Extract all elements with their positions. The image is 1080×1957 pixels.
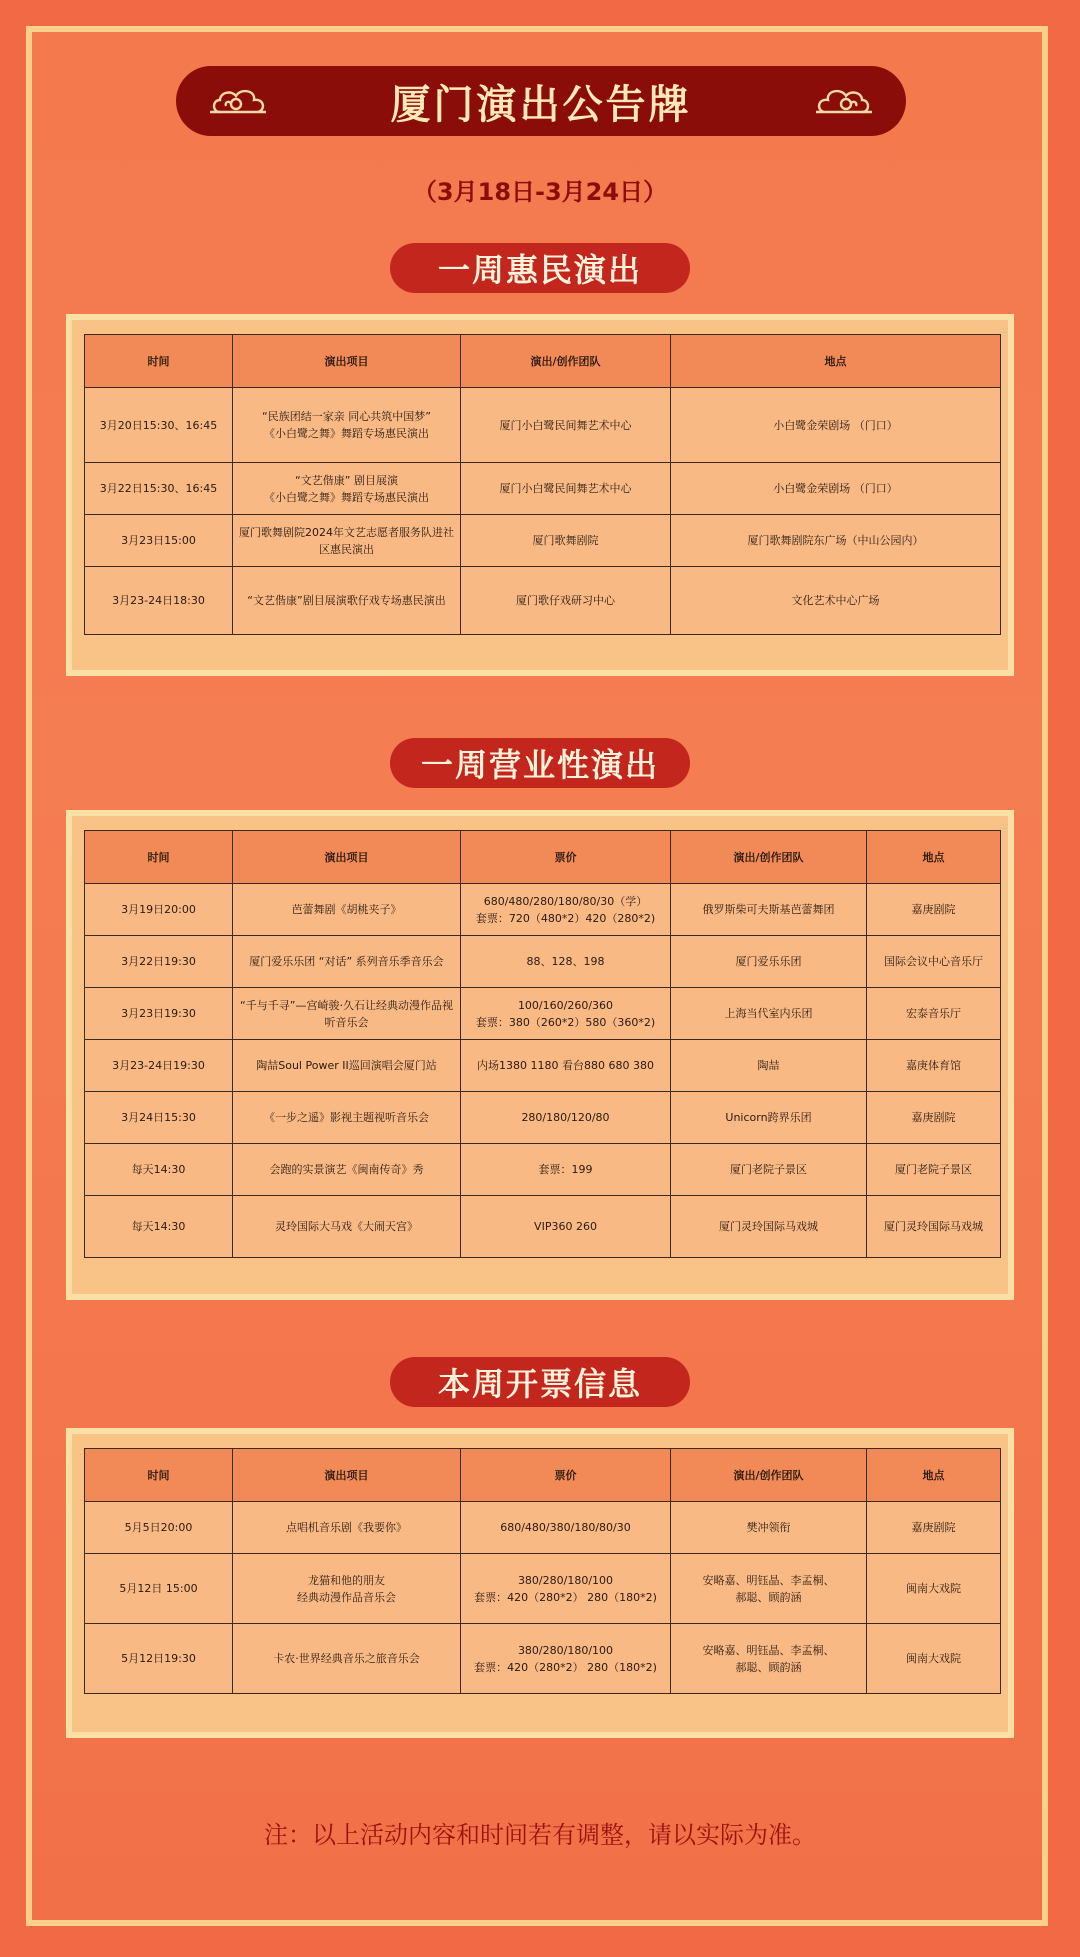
table-cell: 厦门老院子景区 (671, 1144, 867, 1196)
table-cell: 会跑的实景演艺《闽南传奇》秀 (233, 1144, 461, 1196)
auspicious-cloud-icon (206, 84, 276, 120)
table-cell: 俄罗斯柴可夫斯基芭蕾舞团 (671, 884, 867, 936)
tickets-table (84, 1448, 1001, 1694)
section-title-tickets: 本周开票信息 (390, 1357, 690, 1407)
commercial-panel (66, 810, 1014, 1300)
table-cell: 3月20日15:30、16:45 (85, 388, 233, 463)
table-cell: “文艺偕康” 剧目展演 《小白鹭之舞》舞蹈专场惠民演出 (233, 463, 461, 515)
table-cell: 680/480/380/180/80/30 (461, 1502, 671, 1554)
table-cell: 厦门灵玲国际马戏城 (867, 1196, 1001, 1258)
table-cell: 厦门爱乐乐团 (671, 936, 867, 988)
table-cell: 卡农·世界经典音乐之旅音乐会 (233, 1624, 461, 1694)
table-cell: 嘉庚剧院 (867, 1502, 1001, 1554)
table-cell: 闽南大戏院 (867, 1624, 1001, 1694)
column-header: 地点 (867, 831, 1001, 884)
column-header: 时间 (85, 335, 233, 388)
section-title-commercial: 一周营业性演出 (390, 738, 690, 788)
table-cell: 280/180/120/80 (461, 1092, 671, 1144)
table-cell: 88、128、198 (461, 936, 671, 988)
footer-note: 注：以上活动内容和时间若有调整，请以实际为准。 (264, 1821, 816, 1849)
table-cell: 小白鹭金荣剧场 （门口） (671, 463, 1001, 515)
table-cell: 《一步之遥》影视主题视听音乐会 (233, 1092, 461, 1144)
table-cell: 灵玲国际大马戏《大闹天宫》 (233, 1196, 461, 1258)
column-header: 演出/创作团队 (461, 335, 671, 388)
table-cell: 每天14:30 (85, 1196, 233, 1258)
table-header-row (85, 831, 1001, 884)
table-cell: 3月22日19:30 (85, 936, 233, 988)
auspicious-cloud-icon (806, 84, 876, 120)
table-row (85, 1554, 1001, 1624)
table-row (85, 515, 1001, 567)
table-cell: 100/160/260/360 套票：380（260*2）580（360*2) (461, 988, 671, 1040)
table-header-row (85, 335, 1001, 388)
table-cell: VIP360 260 (461, 1196, 671, 1258)
page-title: 厦门演出公告牌 (390, 81, 692, 128)
table-cell: 5月5日20:00 (85, 1502, 233, 1554)
column-header: 票价 (461, 1449, 671, 1502)
table-cell: 每天14:30 (85, 1144, 233, 1196)
column-header: 演出/创作团队 (671, 1449, 867, 1502)
table-cell: 陶喆 (671, 1040, 867, 1092)
table-row (85, 1196, 1001, 1258)
table-cell: 樊冲领衔 (671, 1502, 867, 1554)
table-cell: Unicorn跨界乐团 (671, 1092, 867, 1144)
table-cell: 厦门歌舞剧院2024年文艺志愿者服务队进社区惠民演出 (233, 515, 461, 567)
table-cell: 文化艺术中心广场 (671, 567, 1001, 635)
table-cell: 厦门灵玲国际马戏城 (671, 1196, 867, 1258)
table-cell: 上海当代室内乐团 (671, 988, 867, 1040)
column-header: 演出项目 (233, 335, 461, 388)
table-cell: 小白鹭金荣剧场 （门口） (671, 388, 1001, 463)
table-cell: 厦门歌舞剧院 (461, 515, 671, 567)
table-row (85, 567, 1001, 635)
table-cell: 嘉庚体育馆 (867, 1040, 1001, 1092)
column-header: 演出项目 (233, 831, 461, 884)
table-cell: 点唱机音乐剧《我要你》 (233, 1502, 461, 1554)
commercial-table (84, 830, 1001, 1258)
date-range: （3月18日-3月24日） (412, 178, 668, 206)
table-cell: 3月23日19:30 (85, 988, 233, 1040)
table-cell: 380/280/180/100 套票：420（280*2） 280（180*2) (461, 1554, 671, 1624)
table-cell: 陶喆Soul Power II巡回演唱会厦门站 (233, 1040, 461, 1092)
column-header: 演出项目 (233, 1449, 461, 1502)
table-cell: “千与千寻”—宫崎骏·久石让经典动漫作品视听音乐会 (233, 988, 461, 1040)
welfare-panel (66, 314, 1014, 676)
table-cell: 3月23日15:00 (85, 515, 233, 567)
welfare-table (84, 334, 1001, 635)
column-header: 票价 (461, 831, 671, 884)
table-row (85, 1144, 1001, 1196)
table-cell: 厦门老院子景区 (867, 1144, 1001, 1196)
table-cell: 厦门爱乐乐团 “对话” 系列音乐季音乐会 (233, 936, 461, 988)
table-cell: 5月12日19:30 (85, 1624, 233, 1694)
table-cell: 厦门小白鹭民间舞艺术中心 (461, 463, 671, 515)
table-row (85, 1040, 1001, 1092)
table-cell: 5月12日 15:00 (85, 1554, 233, 1624)
table-row (85, 988, 1001, 1040)
table-row (85, 936, 1001, 988)
table-cell: 内场1380 1180 看台880 680 380 (461, 1040, 671, 1092)
table-row (85, 1092, 1001, 1144)
table-cell: 680/480/280/180/80/30（学） 套票：720（480*2）420（280*2) (461, 884, 671, 936)
table-cell: 3月23-24日18:30 (85, 567, 233, 635)
table-row (85, 1624, 1001, 1694)
table-cell: 3月19日20:00 (85, 884, 233, 936)
table-cell: 国际会议中心音乐厅 (867, 936, 1001, 988)
table-cell: 芭蕾舞剧《胡桃夹子》 (233, 884, 461, 936)
table-cell: 闽南大戏院 (867, 1554, 1001, 1624)
table-cell: “民族团结一家亲 同心共筑中国梦” 《小白鹭之舞》舞蹈专场惠民演出 (233, 388, 461, 463)
table-cell: 厦门歌仔戏研习中心 (461, 567, 671, 635)
column-header: 演出/创作团队 (671, 831, 867, 884)
table-cell: 龙猫和他的朋友 经典动漫作品音乐会 (233, 1554, 461, 1624)
table-cell: 380/280/180/100 套票：420（280*2） 280（180*2) (461, 1624, 671, 1694)
table-cell: 套票：199 (461, 1144, 671, 1196)
table-cell: 厦门小白鹭民间舞艺术中心 (461, 388, 671, 463)
table-cell: 嘉庚剧院 (867, 884, 1001, 936)
table-cell: “文艺偕康”剧目展演歌仔戏专场惠民演出 (233, 567, 461, 635)
table-row (85, 884, 1001, 936)
section-title-welfare: 一周惠民演出 (390, 243, 690, 293)
column-header: 地点 (671, 335, 1001, 388)
table-cell: 3月22日15:30、16:45 (85, 463, 233, 515)
column-header: 时间 (85, 831, 233, 884)
table-row (85, 388, 1001, 463)
table-row (85, 1502, 1001, 1554)
table-cell: 安略嘉、明钰晶、李孟桐、 郝聪、顾韵涵 (671, 1624, 867, 1694)
table-cell: 嘉庚剧院 (867, 1092, 1001, 1144)
table-cell: 3月24日15:30 (85, 1092, 233, 1144)
column-header: 地点 (867, 1449, 1001, 1502)
table-row (85, 463, 1001, 515)
column-header: 时间 (85, 1449, 233, 1502)
tickets-panel (66, 1428, 1014, 1738)
table-cell: 厦门歌舞剧院东广场（中山公园内） (671, 515, 1001, 567)
table-cell: 3月23-24日19:30 (85, 1040, 233, 1092)
table-header-row (85, 1449, 1001, 1502)
title-banner (176, 66, 906, 136)
table-cell: 宏泰音乐厅 (867, 988, 1001, 1040)
table-cell: 安略嘉、明钰晶、李孟桐、 郝聪、顾韵涵 (671, 1554, 867, 1624)
